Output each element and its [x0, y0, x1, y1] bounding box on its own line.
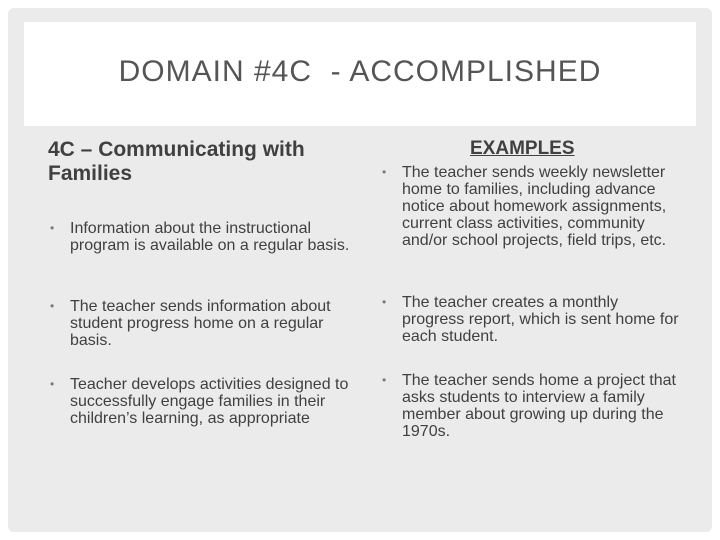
bullet-dot-icon: • [50, 221, 55, 235]
bullet-text: The teacher creates a monthly progress report, which is sent home for each student. [402, 294, 679, 345]
bullet-text: The teacher sends information about student progress home on a regular basis. [70, 298, 331, 349]
bullet-dot-icon: • [382, 165, 387, 179]
examples-heading: EXAMPLES [470, 138, 575, 159]
bullet-dot-icon: • [50, 377, 55, 391]
right-bullet-1 [382, 164, 682, 249]
right-bullet-3 [382, 372, 682, 440]
slide-title: DOMAIN #4C - ACCOMPLISHED [118, 55, 602, 88]
bullet-text: Teacher develops activities designed to successfully engage families in their children’s learning, as appropriate [70, 376, 349, 427]
bullet-text: Information about the instructional program is available on a regular basis. [70, 220, 350, 254]
title-box [24, 22, 696, 126]
bullet-dot-icon: • [382, 295, 387, 309]
bullet-dot-icon: • [382, 373, 387, 387]
right-bullet-2 [382, 294, 682, 345]
left-bullet-2 [50, 298, 350, 349]
left-bullet-1 [50, 220, 350, 254]
bullet-text: The teacher sends home a project that asks students to interview a family member about growing up during the 1970s. [402, 372, 676, 440]
left-column-heading: 4C – Communicating with Families [48, 138, 305, 185]
bullet-dot-icon: • [50, 299, 55, 313]
left-bullet-3 [50, 376, 350, 427]
bullet-text: The teacher sends weekly newsletter home to families, including advance notice about homework assignments, current class activities, community and/or school projects, field trips, etc. [402, 164, 667, 249]
